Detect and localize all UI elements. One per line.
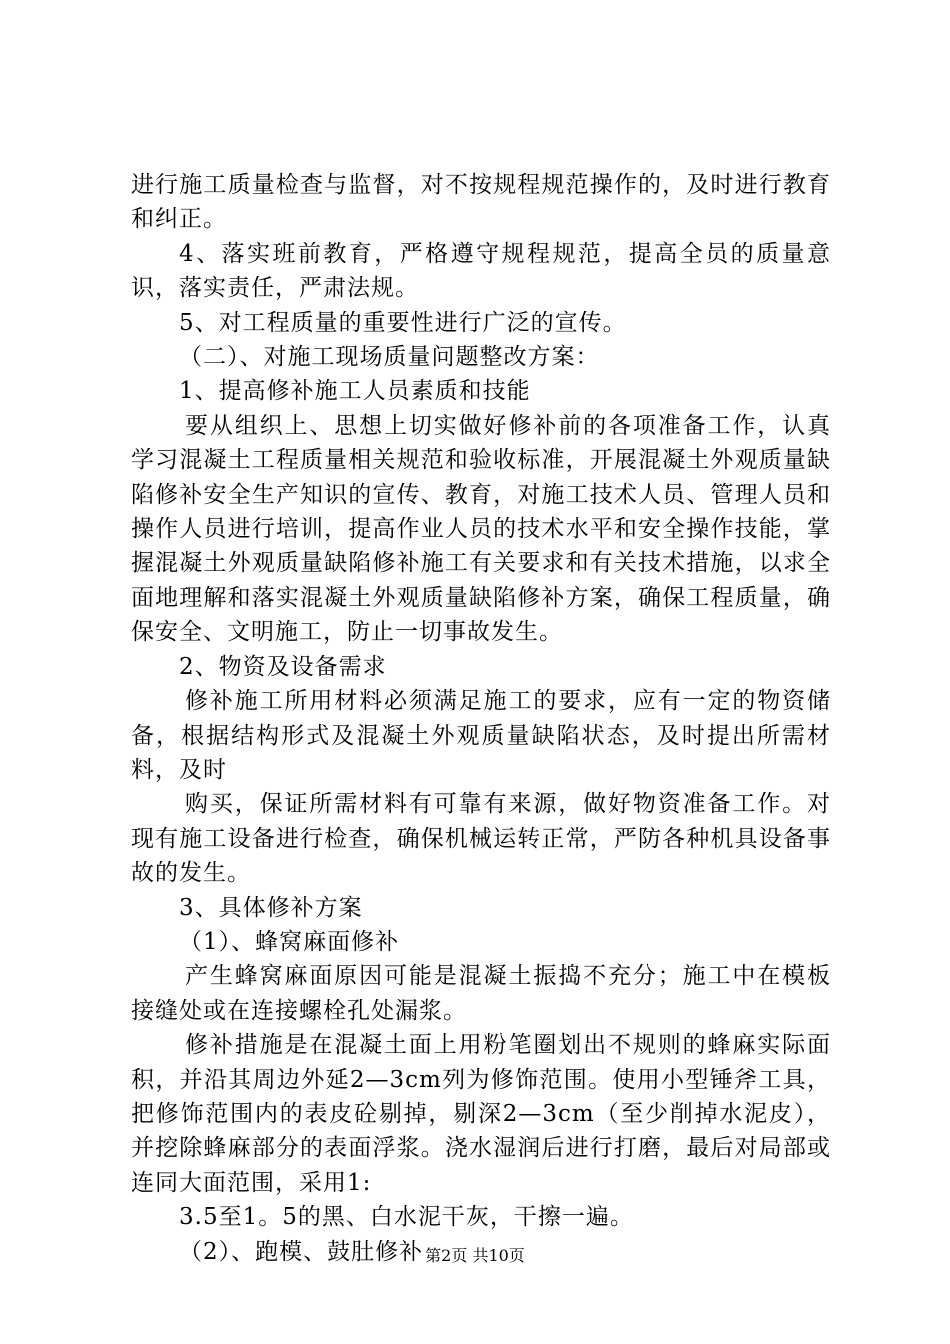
paragraph-purchase: 购买，保证所需材料有可靠有来源，做好物资准备工作。对现有施工设备进行检查，确保机械运转正常，严防各种机具设备事故的发生。	[131, 791, 831, 887]
subheading-3: 3、具体修补方案	[179, 894, 363, 921]
document-body	[131, 168, 831, 1269]
subheading-2: 2、物资及设备需求	[179, 653, 387, 680]
paragraph-item-5: 5、对工程质量的重要性进行广泛的宣传。	[179, 309, 627, 336]
subheading-honeycomb: （1）、蜂窝麻面修补	[179, 928, 400, 955]
subheading-formwork: （2）、跑模、鼓肚修补	[179, 1238, 424, 1265]
paragraph-honeycomb-cause: 产生蜂窝麻面原因可能是混凝土振捣不充分；施工中在模板接缝处或在连接螺栓孔处漏浆。	[131, 963, 831, 1024]
paragraph-materials: 修补施工所用材料必须满足施工的要求，应有一定的物资储备，根据结构形式及混凝土外观质量缺陷状态，及时提出所需材料，及时	[131, 688, 831, 783]
paragraph-personnel: 要从组织上、思想上切实做好修补前的各项准备工作，认真学习混凝土工程质量相关规范和验收标准，开展混凝土外观质量缺陷修补安全生产知识的宣传、教育，对施工技术人员、管理人员和操作人员进行培训，提高作业人员的技术水平和安全操作技能，掌握混凝土外观质量缺陷修补施工有关要求和有关技术措施，以求全面地理解和落实混凝土外观质量缺陷修补方案，确保工程质量，确保安全、文明施工，防止一切事故发生。	[131, 412, 831, 646]
subheading-1: 1、提高修补施工人员素质和技能	[179, 378, 531, 405]
page-number-footer: 第2页 共10页	[425, 1246, 525, 1265]
paragraph-cement-ratio: 3.5至1。5的黑、白水泥干灰，干擦一遍。	[179, 1204, 634, 1231]
paragraph-item-4: 4、落实班前教育，严格遵守规程规范，提高全员的质量意识，落实责任，严肃法规。	[131, 240, 831, 302]
paragraph-repair-measures: 修补措施是在混凝土面上用粉笔圈划出不规则的蜂麻实际面积，并沿其周边外延2—3cm列为修饰范围。使用小型锤斧工具，把修饰范围内的表皮砼剔掉，剔深2—3cm（至少削掉水泥皮），并挖除蜂麻部分的表面浮浆。浇水湿润后进行打磨，最后对局部或连同大面范围，采用1:	[131, 1032, 831, 1196]
paragraph-continuation: 进行施工质量检查与监督，对不按规程规范操作的，及时进行教育和纠正。	[131, 172, 831, 233]
section-heading-2: （二）、对施工现场质量问题整改方案：	[179, 344, 600, 371]
